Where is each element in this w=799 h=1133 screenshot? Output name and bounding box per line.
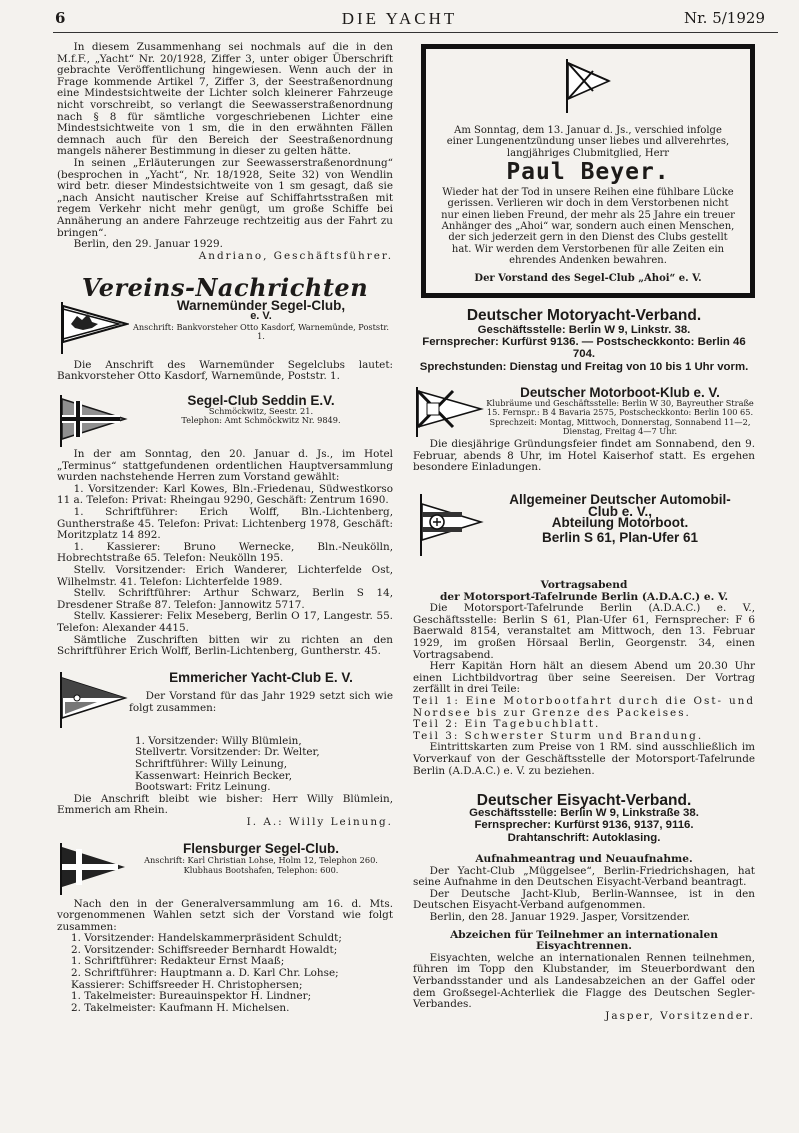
adac-name-line1: Allgemeiner Deutscher Automobil- xyxy=(509,492,731,508)
flensburg-member: 2. Vorsitzender: Schiffsreeder Bernhardt Howaldt; xyxy=(71,943,338,956)
club-emmerich xyxy=(57,669,393,732)
dmyv-phone: Fernsprecher: Kurfürst 9136. — Postscheckkonto: Berlin 46 704. xyxy=(422,336,746,361)
left-column xyxy=(57,42,393,1014)
obituary-signature: Der Vorstand des Segel-Club „Ahoi“ e. V. xyxy=(474,272,702,284)
seddin-name: Segel-Club Seddin E.V. xyxy=(187,393,335,409)
magazine-title: DIE YACHT xyxy=(341,9,458,28)
obituary-text: Wieder hat der Tod in unsere Reihen eine fühlbare Lücke gerissen. Verlieren wir doch in dem Verstorbenen nicht nur einen lieben Freund, der mehr als 25 Jahre ein treuer Anhänger des „Ahoi“ war, sondern auch einen Menschen, der sich jederzeit gern in den Dienst des Clubs gestellt hat. Wir werden dem Verstorbenen für alle Zeiten ein ehrendes Andenken bewahren. xyxy=(441,186,735,267)
club-adac xyxy=(413,494,755,574)
obituary-box xyxy=(421,44,755,298)
dev-heading-2: Abzeichen für Teilnehmer an internationalen Eisyachtrennen. xyxy=(450,928,718,953)
emmerich-member: 1. Vorsitzender: Willy Blümlein, xyxy=(135,734,302,747)
emmerich-member: Stellvertr. Vorsitzender: Dr. Welter, xyxy=(135,746,320,759)
obituary-name: Paul Beyer. xyxy=(506,159,670,186)
dev-text-1: Der Yacht-Club „Müggelsee“, Berlin-Friedrichshagen, hat seine Aufnahme in den Deutschen Eisyacht-Verband beantragt. xyxy=(413,864,755,889)
warnemuende-text: Die Anschrift des Warnemünder Segelclubs lautet: Bankvorsteher Otto Kasdorf, Warnemünde, Poststr. 1. xyxy=(57,358,393,383)
adac-name-line2: Club e. V., xyxy=(587,503,653,519)
seddin-entry: Stellv. Schriftführer: Arthur Schwarz, Berlin S 14, Dresdener Straße 87. Telefon: Jannowitz 5717. xyxy=(57,587,393,611)
intro-paragraph-2: In seinen „Erläuterungen zur Seewasserstraßenordnung“ (besprochen in „Yacht“, Nr. 18/1928, Seite 32) von Wendlin wird betr. dieser Mindestsichtweite von 1 sm gesagt, daß sie „nach Ansicht nautischer Kreise auf Schiffahrtsstraßen mit regem Verkehr nicht mehr genügt, um große Schiffe bei Annäherung an andere Fahrzeuge rechtzeitig aus der Fahrt zu bringen“. xyxy=(57,156,393,239)
dev-text-2: Der Deutsche Jacht-Klub, Berlin-Wannsee, ist in den Deutschen Eisyacht-Verband aufgenommen. xyxy=(413,887,755,912)
dev-date-signature: Berlin, den 28. Januar 1929. Jasper, Vorsitzender. xyxy=(429,910,690,923)
dmyv-hours: Sprechstunden: Dienstag und Freitag von 10 bis 1 Uhr vorm. xyxy=(419,360,749,373)
flensburg-member: 1. Takelmeister: Bureauinspektor H. Lindner; xyxy=(71,990,312,1003)
dev-phone: Fernsprecher: Kurfürst 9136, 9137, 9116. xyxy=(474,819,694,832)
adac-department: Abteilung Motorboot. xyxy=(551,515,689,531)
dev-text-3: Eisyachten, welche an internationalen Rennen teilnehmen, führen im Topp den Klubstander, im Steuerbordwant den Verbandsstander und als Landesabzeichen an der Gaffel oder dem Großsegel-Achterliek die Flagge des Deutschen Segler-Verbandes. xyxy=(413,951,755,1011)
intro-signature: Andriano, Geschäftsführer. xyxy=(198,249,393,262)
flensburg-intro: Nach den in der Generalversammlung am 16. d. Mts. vorgenommenen Wahlen setzt sich der Vorstand wie folgt zusammen: xyxy=(57,897,393,933)
flensburg-member: 2. Schriftführer: Hauptmann a. D. Karl Chr. Lohse; xyxy=(71,967,339,980)
seddin-entry: Stellv. Vorsitzender: Erich Wanderer, Lichterfelde Ost, Wilhelmstr. 41. Telefon: Lichterfelde 1989. xyxy=(57,564,393,588)
flensburg-members xyxy=(71,933,393,1014)
header-rule xyxy=(53,32,778,33)
dmbk-address: Klubräume und Geschäftsstelle: Berlin W 30, Bayreuther Straße 15. Fernspr.: B 4 Bavaria 2575, Postscheckkonto: Berlin 100 65. Sprechzeit: Montag, Mittwoch, Donnerstag, Sonnabend 11—2, Dienstag, Freitag 4—7 Uhr. xyxy=(486,397,754,437)
seddin-entry: 1. Vorsitzender: Karl Kowes, Bln.-Friedenau, Südwestkorso 11 a. Telefon: Privat: Rheingau 9290, Geschäft: Zentrum 1690. xyxy=(57,482,393,507)
intro-paragraph-1: In diesem Zusammenhang sei nochmals auf die in den M.f.F., „Yacht“ Nr. 20/1928, Ziffer 3, unter obiger Überschrift gebrachte Veröffentlichung hingewiesen. Wenn auch der in Frage kommende Artikel 7, Ziffer 3, der Seestraßenordnung eine Mindestsichtweite der Lichter solch kleinerer Fahrzeuge nicht vorschreibt, so verlangt die Seewasserstraßenordnung nach § 8 für sämtliche vorgeschriebenen Lichter eine Mindestsichtweite von 1 sm, die in den erwähnten Fällen demnach auch für den Bereich der Seestraßenordnung mangels näherer Bestimmung in dieser zu gelten hätte. xyxy=(57,41,393,158)
warnemuende-suffix: e. V. xyxy=(250,310,272,323)
adac-part: Teil 2: Ein Tagebuchblatt. xyxy=(413,718,601,731)
dev-heading-1: Aufnahmeantrag und Neuaufnahme. xyxy=(475,852,693,865)
dmyv-name: Deutscher Motoryacht-Verband. xyxy=(466,307,702,325)
seddin-entry: Sämtliche Zuschriften bitten wir zu richten an den Schriftführer Erich Wolff, Berlin-Lichtenberg, Guntherstr. 45. xyxy=(57,633,393,658)
adac-heading-2: der Motorsport-Tafelrunde Berlin (A.D.A.C.) e. V. xyxy=(439,590,729,603)
emmerich-member: Kassenwart: Heinrich Becker, xyxy=(135,769,293,782)
seddin-entry: 1. Schriftführer: Erich Wolff, Bln.-Lichtenberg, Guntherstraße 45. Telefon: Privat: Lichtenberg 1978, Geschäft: Moritzplatz 14 892. xyxy=(57,506,393,542)
adac-part: Teil 3: Schwerster Sturm und Brandung. xyxy=(413,729,704,742)
warnemuende-name: Warnemünder Segel-Club, xyxy=(176,297,346,313)
club-seddin xyxy=(57,395,393,443)
adac-pennant-icon xyxy=(413,494,485,556)
dmyv-office: Geschäftsstelle: Berlin W 9, Linkstr. 38. xyxy=(477,323,691,336)
dev-telegram: Drahtanschrift: Autoklasing. xyxy=(507,831,661,844)
flensburg-member: Kassierer: Schiffsreeder H. Christophersen; xyxy=(71,978,303,991)
section-title: Vereins-Nachrichten xyxy=(81,273,369,303)
ahoi-pennant-icon xyxy=(563,59,613,113)
intro-date: Berlin, den 29. Januar 1929. xyxy=(73,238,223,251)
dmbk-name: Deutscher Motorboot-Klub e. V. xyxy=(520,385,720,401)
adac-heading-1: Vortragsabend xyxy=(540,579,628,592)
emmerich-pennant-icon xyxy=(57,672,129,728)
dev-office: Geschäftsstelle: Berlin W 9, Linkstraße 38. xyxy=(469,806,699,819)
club-warnemuende xyxy=(57,297,393,356)
adac-address: Berlin S 61, Plan-Ufer 61 xyxy=(541,529,699,545)
page-header xyxy=(0,9,799,33)
warnemuende-pennant-icon xyxy=(57,300,129,354)
flensburg-cross-pennant-icon xyxy=(57,843,129,895)
flensburg-member: 1. Schriftführer: Redakteur Ernst Maaß; xyxy=(71,955,285,968)
dev-name: Deutscher Eisyacht-Verband. xyxy=(476,792,692,810)
flensburg-address: Anschrift: Karl Christian Lohse, Holm 12, Telephon 260. Klubhaus Bootshafen, Telephon: 600. xyxy=(144,855,378,875)
seddin-telephone: Telephon: Amt Schmöckwitz Nr. 9849. xyxy=(181,415,341,426)
dmbk-pennant-icon xyxy=(413,387,485,437)
adac-text-2: Herr Kapitän Horn hält an diesem Abend um 20.30 Uhr einen Lichtbildvortrag über seine Seereisen. Der Vortrag zerfällt in drei Teile: xyxy=(413,660,755,696)
warnemuende-address: Anschrift: Bankvorsteher Otto Kasdorf, Warnemünde, Poststr. 1. xyxy=(132,322,389,342)
right-column xyxy=(413,42,755,1022)
seddin-cross-pennant-icon xyxy=(57,395,129,447)
emmerich-member: Bootswart: Fritz Leinung. xyxy=(135,781,271,794)
seddin-intro: In der am Sonntag, den 20. Januar d. Js., im Hotel „Terminus“ stattgefundenen ordentlichen Hauptversammlung wurden nachstehende Herren zum Vorstand gewählt: xyxy=(57,448,393,484)
adac-part: Teil 1: Eine Motorbootfahrt durch die Ost- und Nordsee bis zur Grenze des Packeises. xyxy=(413,695,755,719)
flensburg-member: 1. Vorsitzender: Handelskammerpräsident Schuldt; xyxy=(71,932,342,945)
club-dmbk xyxy=(413,387,755,439)
flensburg-name: Flensburger Segel-Club. xyxy=(182,840,340,856)
page-number: 6 xyxy=(55,9,66,27)
emmerich-member: Schriftführer: Willy Leinung, xyxy=(135,757,288,770)
dev-signature: Jasper, Vorsitzender. xyxy=(605,1009,755,1022)
seddin-entry: 1. Kassierer: Bruno Wernecke, Bln.-Neukölln, Hobrechtstraße 65. Telefon: Neukölln 195. xyxy=(57,540,393,565)
issue-number: Nr. 5/1929 xyxy=(684,9,765,27)
emmerich-intro: Der Vorstand für das Jahr 1929 setzt sich wie folgt zusammen: xyxy=(129,690,393,714)
seddin-entry: Stellv. Kassierer: Felix Meseberg, Berlin O 17, Langestr. 55. Telefon: Alexander 4415. xyxy=(57,610,393,634)
emmerich-signature: I. A.: Willy Leinung. xyxy=(246,815,393,828)
emmerich-members xyxy=(135,736,393,794)
obituary-intro: Am Sonntag, dem 13. Januar d. Js., verschied infolge einer Lungenentzündung unser liebes und allverehrtes, langjähriges Clubmitglied, Herr xyxy=(446,125,730,159)
seddin-address: Schmöckwitz, Seestr. 21. xyxy=(208,405,314,416)
adac-text-1: Die Motorsport-Tafelrunde Berlin (A.D.A.C.) e. V., Geschäftsstelle: Berlin S 61, Plan-Ufer 61, Fernsprecher: F 6 Baerwald 8154, veranstaltet am Mittwoch, den 13. Februar 1929, im großen Hörsaal Berlin, Georgenstr. 34, einen Vortragsabend. xyxy=(413,602,755,661)
emmerich-text: Die Anschrift bleibt wie bisher: Herr Willy Blümlein, Emmerich am Rhein. xyxy=(57,792,393,817)
flensburg-member: 2. Takelmeister: Kaufmann H. Michelsen. xyxy=(71,1001,290,1014)
dmbk-text: Die diesjährige Gründungsfeier findet am Sonnabend, den 9. Februar, abends 8 Uhr, im Hotel Kaiserhof statt. Es ergehen besondere Einladungen. xyxy=(413,438,755,474)
adac-text-3: Eintrittskarten zum Preise von 1 RM. sind ausschließlich im Vorverkauf von der Geschäftsstelle der Motorsport-Tafelrunde Berlin (A.D.A.C.) e. V. zu beziehen. xyxy=(413,741,755,777)
emmerich-name: Emmericher Yacht-Club E. V. xyxy=(169,669,353,685)
club-flensburg xyxy=(57,840,393,895)
